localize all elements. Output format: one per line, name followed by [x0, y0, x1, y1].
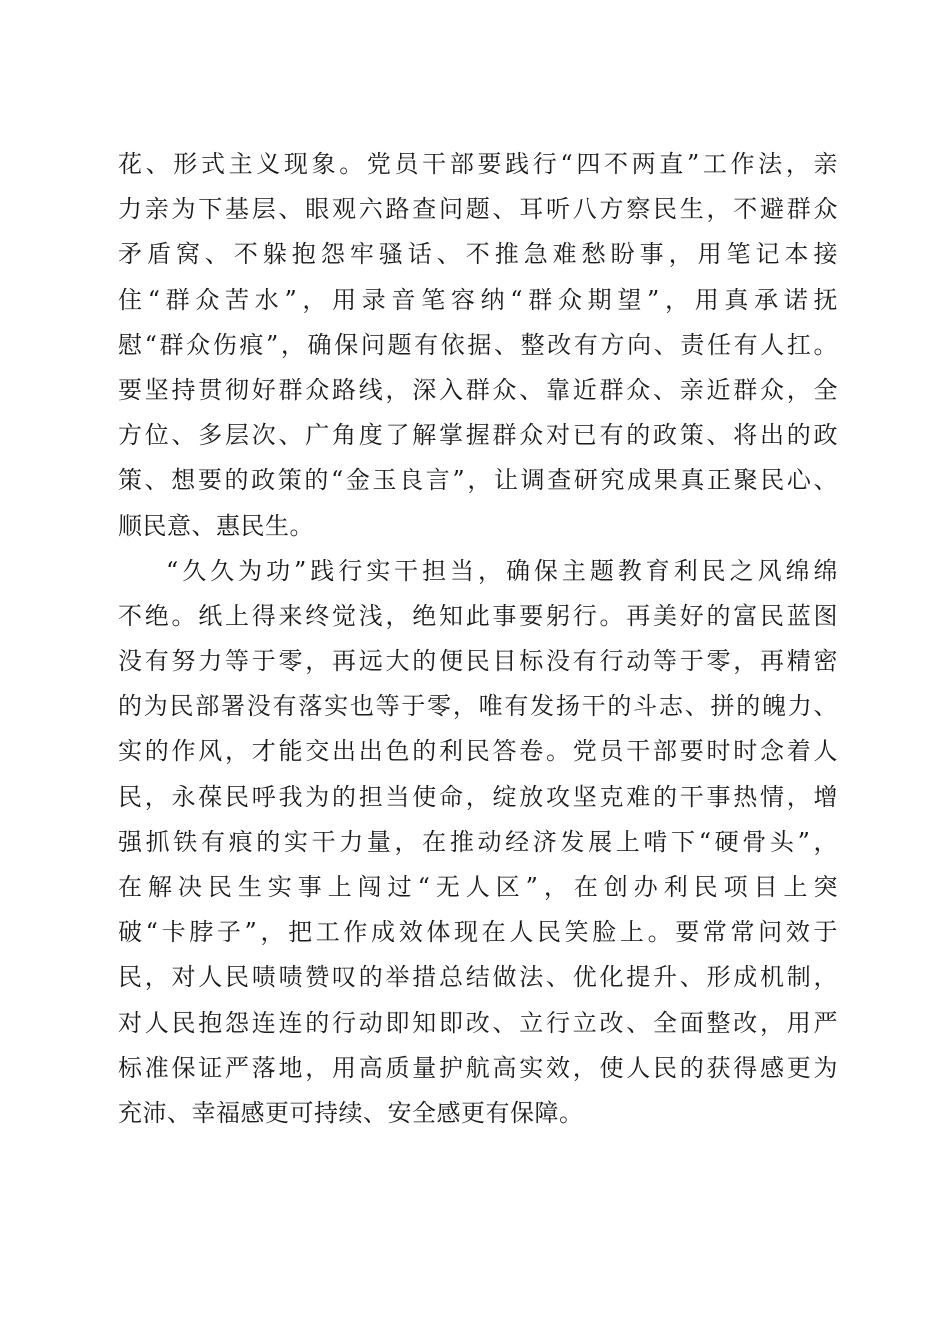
document-body [118, 142, 838, 1136]
paragraph-1-line-6: 要坚持贯彻好群众路线，深入群众、靠近群众、亲近群众，全 [118, 375, 838, 404]
paragraph-1-line-8: 策、想要的政策的“金玉良言”，让调查研究成果真正聚民心、 [118, 466, 838, 495]
paragraph-2-line-8: 在解决民生实事上闯过“无人区”，在创办利民项目上突 [118, 873, 838, 901]
paragraph-2-line-7: 强抓铁有痕的实干力量，在推动经济发展上啃下“硬骨头”， [118, 827, 838, 856]
paragraph-1-line-2: 力亲为下基层、眼观六路查问题、耳听八方察民生，不避群众 [118, 195, 838, 224]
paragraph-2-line-12: 标准保证严落地，用高质量护航高实效，使人民的获得感更为 [118, 1053, 838, 1082]
paragraph-2-line-11: 对人民抱怨连连的行动即知即改、立行立改、全面整改，用严 [118, 1008, 838, 1037]
paragraph-1-line-5: 慰“群众伤痕”，确保问题有依据、整改有方向、责任有人扛。 [118, 330, 838, 359]
paragraph-2-line-4: 的为民部署没有落实也等于零，唯有发扬干的斗志、拼的魄力、 [118, 692, 838, 721]
paragraph-2-line-6: 民，永葆民呼我为的担当使命，绽放攻坚克难的干事热情，增 [118, 782, 838, 811]
paragraph-1-line-7: 方位、多层次、广角度了解掌握群众对已有的政策、将出的政 [118, 421, 838, 450]
paragraph-2-line-13: 充沛、幸福感更可持续、安全感更有保障。 [118, 1098, 584, 1127]
paragraph-2-line-1: “久久为功”践行实干担当，确保主题教育利民之风绵绵 [166, 556, 838, 585]
paragraph-1-line-1: 花、形式主义现象。党员干部要践行“四不两直”工作法，亲 [118, 150, 838, 178]
paragraph-1-line-9: 顺民意、惠民生。 [118, 511, 314, 540]
paragraph-1-line-4: 住“群众苦水”，用录音笔容纳“群众期望”，用真承诺抚 [118, 285, 838, 314]
paragraph-2-line-9: 破“卡脖子”，把工作成效体现在人民笑脸上。要常常问效于 [118, 918, 838, 947]
paragraph-2-line-10: 民，对人民啧啧赞叹的举措总结做法、优化提升、形成机制， [118, 963, 838, 992]
paragraph-2-line-3: 没有努力等于零，再远大的便民目标没有行动等于零，再精密 [118, 647, 838, 676]
paragraph-2-line-5: 实的作风，才能交出出色的利民答卷。党员干部要时时念着人 [118, 737, 838, 766]
paragraph-1-line-3: 矛盾窝、不躲抱怨牢骚话、不推急难愁盼事，用笔记本接 [118, 240, 838, 269]
paragraph-2-line-2: 不绝。纸上得来终觉浅，绝知此事要躬行。再美好的富民蓝图 [118, 601, 838, 630]
